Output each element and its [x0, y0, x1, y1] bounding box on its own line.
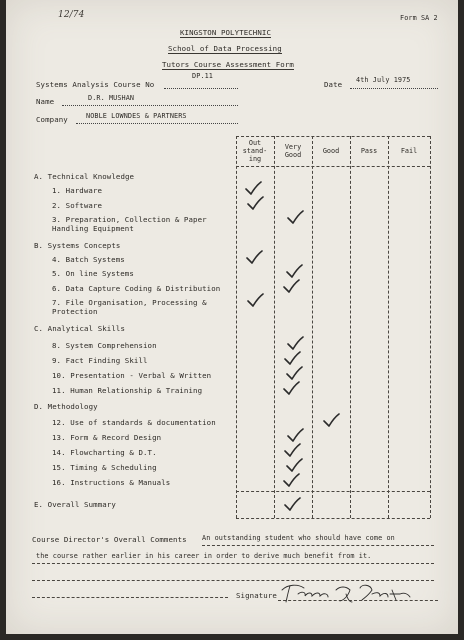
column-header-very-good: Very Good	[284, 143, 302, 159]
section-heading: B. Systems Concepts	[34, 241, 121, 250]
criterion-label: 10. Presentation - Verbal & Written	[52, 371, 212, 380]
date-value: 4th July 1975	[356, 76, 411, 84]
check-mark-icon	[285, 458, 303, 474]
check-mark-icon	[282, 279, 300, 295]
column-header-fail: Fail	[400, 147, 418, 155]
check-mark-icon	[244, 181, 262, 197]
check-mark-icon	[322, 413, 340, 429]
criterion-label: 6. Data Capture Coding & Distribution	[52, 284, 221, 293]
column-header-good: Good	[322, 147, 340, 155]
criterion-label: 2. Software	[52, 201, 103, 210]
signature-image	[278, 582, 418, 604]
criterion-label: 9. Fact Finding Skill	[52, 356, 148, 365]
check-mark-icon	[286, 210, 304, 226]
criterion-label: 3. Preparation, Collection & Paper	[52, 215, 207, 224]
check-mark-icon	[283, 351, 301, 367]
comments-line-1: An outstanding student who should have come on	[202, 534, 395, 542]
comments-line-2: the course rather earlier in his career in order to derive much benefit from it.	[36, 552, 372, 560]
check-mark-icon	[245, 250, 263, 266]
comments-label: Course Director's Overall Comments	[32, 535, 187, 544]
section-heading: D. Methodology	[34, 402, 98, 411]
form-number: Form SA 2	[400, 14, 438, 22]
check-mark-icon	[286, 336, 304, 352]
check-mark-icon	[246, 293, 264, 309]
criterion-label: 5. On line Systems	[52, 269, 134, 278]
signature-label: Signature	[236, 591, 277, 600]
section-heading: C. Analytical Skills	[34, 324, 125, 333]
criterion-label: 7. File Organisation, Processing &	[52, 298, 207, 307]
section-heading: A. Technical Knowledge	[34, 172, 135, 181]
assessment-form	[6, 0, 458, 634]
criterion-label: 4. Batch Systems	[52, 255, 125, 264]
company-value: NOBLE LOWNDES & PARTNERS	[86, 112, 187, 120]
name-label: Name	[36, 97, 55, 106]
criterion-label: 8. System Comprehension	[52, 341, 157, 350]
criterion-label: 1. Hardware	[52, 186, 103, 195]
criterion-label: Protection	[52, 307, 98, 316]
criterion-label: 13. Form & Record Design	[52, 433, 162, 442]
check-mark-icon	[246, 196, 264, 212]
criterion-label: 15. Timing & Scheduling	[52, 463, 157, 472]
criterion-label: 12. Use of standards & documentation	[52, 418, 216, 427]
check-mark-icon	[283, 497, 301, 513]
check-mark-icon	[283, 443, 301, 459]
check-mark-icon	[282, 473, 300, 489]
company-label: Company	[36, 115, 68, 124]
check-mark-icon	[286, 428, 304, 444]
date-label: Date	[324, 80, 343, 89]
form-title: Tutors Course Assessment Form	[162, 60, 294, 69]
column-header-out-stand-ing: Out stand- ing	[242, 139, 268, 163]
reference-number: 12/74	[58, 10, 85, 20]
institution-name: KINGSTON POLYTECHNIC	[180, 28, 271, 37]
criterion-label: 11. Human Relationship & Training	[52, 386, 203, 395]
check-mark-icon	[285, 366, 303, 382]
criterion-label: 16. Instructions & Manuals	[52, 478, 171, 487]
check-mark-icon	[285, 264, 303, 280]
name-value: D.R. MUSHAN	[88, 94, 135, 102]
school-name: School of Data Processing	[168, 44, 282, 53]
column-header-pass: Pass	[360, 147, 378, 155]
check-mark-icon	[282, 381, 300, 397]
overall-summary-label: E. Overall Summary	[34, 500, 116, 509]
course-number: DP.11	[192, 72, 213, 80]
criterion-label: 14. Flowcharting & D.T.	[52, 448, 157, 457]
criterion-label: Handling Equipment	[52, 224, 134, 233]
course-label: Systems Analysis Course No	[36, 80, 155, 89]
